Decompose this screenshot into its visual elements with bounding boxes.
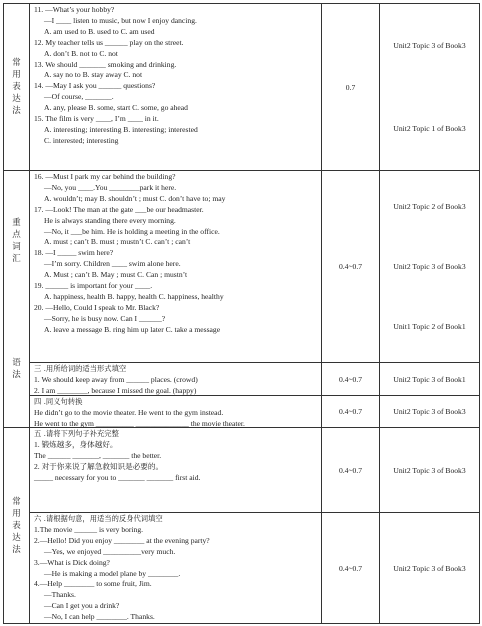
source-label: Unit2 Topic 3 of Book3 xyxy=(393,465,466,475)
question-line: 12. My teacher tells us ______ play on the street. xyxy=(34,37,184,47)
question-line: A. happiness, health B. happy, health C. happiness, healthy xyxy=(44,291,224,301)
category-char: 常 xyxy=(12,496,21,507)
question-line: 2. 对于你来说了解急救知识是必要的。 xyxy=(34,461,164,471)
category-char: 重 xyxy=(12,218,21,228)
question-line: —No, it ___be him. He is holding a meeting in the office. xyxy=(44,226,220,236)
section-heading: 三 .用所给词的适当形式填空 xyxy=(34,364,127,373)
question-line: 1.The movie ______ is very boring. xyxy=(34,524,144,534)
difficulty-block4: 0.4~0.7 xyxy=(321,395,380,428)
question-line: A. am used to B. used to C. am used xyxy=(44,26,155,36)
questions-11-15 xyxy=(29,3,322,171)
section-heading: 五 .请将下列句子补充完整 xyxy=(34,429,119,438)
question-line: 19. ______ is important for your ____. xyxy=(34,281,153,291)
question-line: A. interesting; interesting B. interesting; interested xyxy=(44,124,198,134)
questions-16-20 xyxy=(29,170,322,363)
source-block5 xyxy=(379,427,480,513)
question-line: 2.—Hello! Did you enjoy ________ at the evening party? xyxy=(34,535,210,545)
category-char: 达 xyxy=(12,532,21,543)
question-line: —Sorry, he is busy now. Can I ______? xyxy=(44,313,166,323)
difficulty-block6: 0.4~0.7 xyxy=(321,512,380,624)
source-label: Unit2 Topic 3 of Book3 xyxy=(393,261,466,271)
question-line: He went to the gym __________ ______________ the movie theater. xyxy=(34,418,245,428)
question-lines xyxy=(34,525,321,623)
question-line: 4.—Help ________ to some fruit, Jim. xyxy=(34,579,152,589)
question-line: He is always standing there every morning. xyxy=(44,215,176,225)
question-line: —No, I can help ________. Thanks. xyxy=(44,612,155,622)
source-block3 xyxy=(379,362,480,396)
category-char: 用 xyxy=(12,70,21,80)
section-heading: 六 .请根据句意，用适当的反身代词填空 xyxy=(34,514,163,523)
reflexive-pronoun-section xyxy=(29,512,322,624)
question-lines xyxy=(34,408,321,428)
source-block4 xyxy=(379,395,480,428)
category-char: 法 xyxy=(12,370,21,380)
question-line: 16. —Must I park my car behind the building? xyxy=(34,172,176,181)
question-lines xyxy=(34,5,321,147)
question-line: —Yes, we enjoyed __________very much. xyxy=(44,546,176,556)
question-line: 18. —I _____ swim here? xyxy=(34,248,114,258)
question-line: 14. —May I ask you ______ questions? xyxy=(34,81,156,91)
complete-sentences-section xyxy=(29,427,322,513)
question-line: 20. —Hello, Could I speak to Mr. Black? xyxy=(34,302,160,312)
question-line: He didn’t go to the movie theater. He went to the gym instead. xyxy=(34,407,224,417)
question-line: The ______ _______, _______ the better. xyxy=(34,450,162,460)
difficulty-block1: 0.7 xyxy=(321,3,380,171)
question-line: —No, you ____.You ________park it here. xyxy=(44,182,177,192)
difficulty-block2: 0.4~0.7 xyxy=(321,170,380,363)
question-line: —I’m sorry. Children ____ swim alone here. xyxy=(44,259,181,269)
source-label: Unit2 Topic 3 of Book3 xyxy=(393,41,466,50)
source-block1 xyxy=(379,3,480,171)
question-line: —I ____ listen to music, but now I enjoy dancing. xyxy=(44,15,197,25)
category-char: 法 xyxy=(12,106,21,116)
category-char: 表 xyxy=(12,520,21,531)
category-char: 达 xyxy=(12,94,21,104)
question-line: _____ necessary for you to _______ _______ first aid. xyxy=(34,472,201,482)
question-lines xyxy=(34,172,321,336)
category-char: 词 xyxy=(12,242,21,252)
question-line: A. say no to B. stay away C. not xyxy=(44,70,143,80)
question-line: A. any, please B. some, start C. some, go ahead xyxy=(44,103,188,113)
source-label: Unit2 Topic 3 of Book3 xyxy=(393,563,466,573)
question-line: 1. We should keep away from ______ places. (crowd) xyxy=(34,374,198,384)
source-label: Unit2 Topic 1 of Book3 xyxy=(393,124,466,133)
question-line: 1. 锻炼越多，身体越好。 xyxy=(34,439,118,449)
question-line: 17. —Look! The man at the gate ___be our headmaster. xyxy=(34,204,204,214)
category-char: 汇 xyxy=(12,254,21,264)
exercise-table xyxy=(3,3,480,624)
question-line: 15. The film is very ____, I’m ____ in it. xyxy=(34,114,159,124)
question-line: 13. We should _______ smoking and drinking. xyxy=(34,59,177,69)
question-line: 2. I am ________, because I missed the goal. (happy) xyxy=(34,385,197,395)
question-line: C. interested; interesting xyxy=(44,135,119,145)
source-label: Unit2 Topic 3 of Book3 xyxy=(393,407,466,416)
category-key-vocab xyxy=(12,217,21,265)
source-label: Unit2 Topic 3 of Book1 xyxy=(393,374,466,384)
question-line: A. Must ; can’t B. May ; must C. Can ; mustn’t xyxy=(44,270,188,280)
question-line: A. wouldn’t; may B. shouldn’t ; must C. don’t have to; may xyxy=(44,193,226,203)
category-char: 法 xyxy=(12,544,21,555)
section-heading: 四 .同义句转换 xyxy=(34,397,83,406)
question-line: —Of course, _______. xyxy=(44,92,114,102)
question-lines xyxy=(34,440,321,484)
category-grammar xyxy=(12,357,21,381)
question-line: A. don’t B. not to C. not xyxy=(44,48,118,58)
category-usage-expressions xyxy=(3,3,30,171)
category-char: 语 xyxy=(12,358,21,368)
category-char: 用 xyxy=(12,508,21,519)
question-line: A. must ; can’t B. must ; mustn’t C. can’t ; can’t xyxy=(44,237,191,247)
question-line: 3.—What is Dick doing? xyxy=(34,557,110,567)
source-label: Unit2 Topic 2 of Book3 xyxy=(393,202,466,212)
category-key-vocab-grammar xyxy=(3,170,30,428)
source-block6 xyxy=(379,512,480,624)
difficulty-block3: 0.4~0.7 xyxy=(321,362,380,396)
category-char: 表 xyxy=(12,82,21,92)
question-line: —Can I get you a drink? xyxy=(44,601,120,611)
category-usage-expressions-2 xyxy=(3,427,30,624)
difficulty-block5: 0.4~0.7 xyxy=(321,427,380,513)
source-label: Unit1 Topic 2 of Book1 xyxy=(393,321,466,331)
question-line: A. leave a message B. ring him up later C. take a message xyxy=(44,324,221,334)
category-char: 常 xyxy=(12,58,21,68)
word-form-section xyxy=(29,362,322,396)
source-block2 xyxy=(379,170,480,363)
question-line: —Thanks. xyxy=(44,590,76,600)
question-lines xyxy=(34,375,321,396)
synonym-sentence-section xyxy=(29,395,322,428)
question-line: —He is making a model plane by ________. xyxy=(44,568,181,578)
category-char: 点 xyxy=(12,230,21,240)
question-line: 11. —What’s your hobby? xyxy=(34,5,115,14)
